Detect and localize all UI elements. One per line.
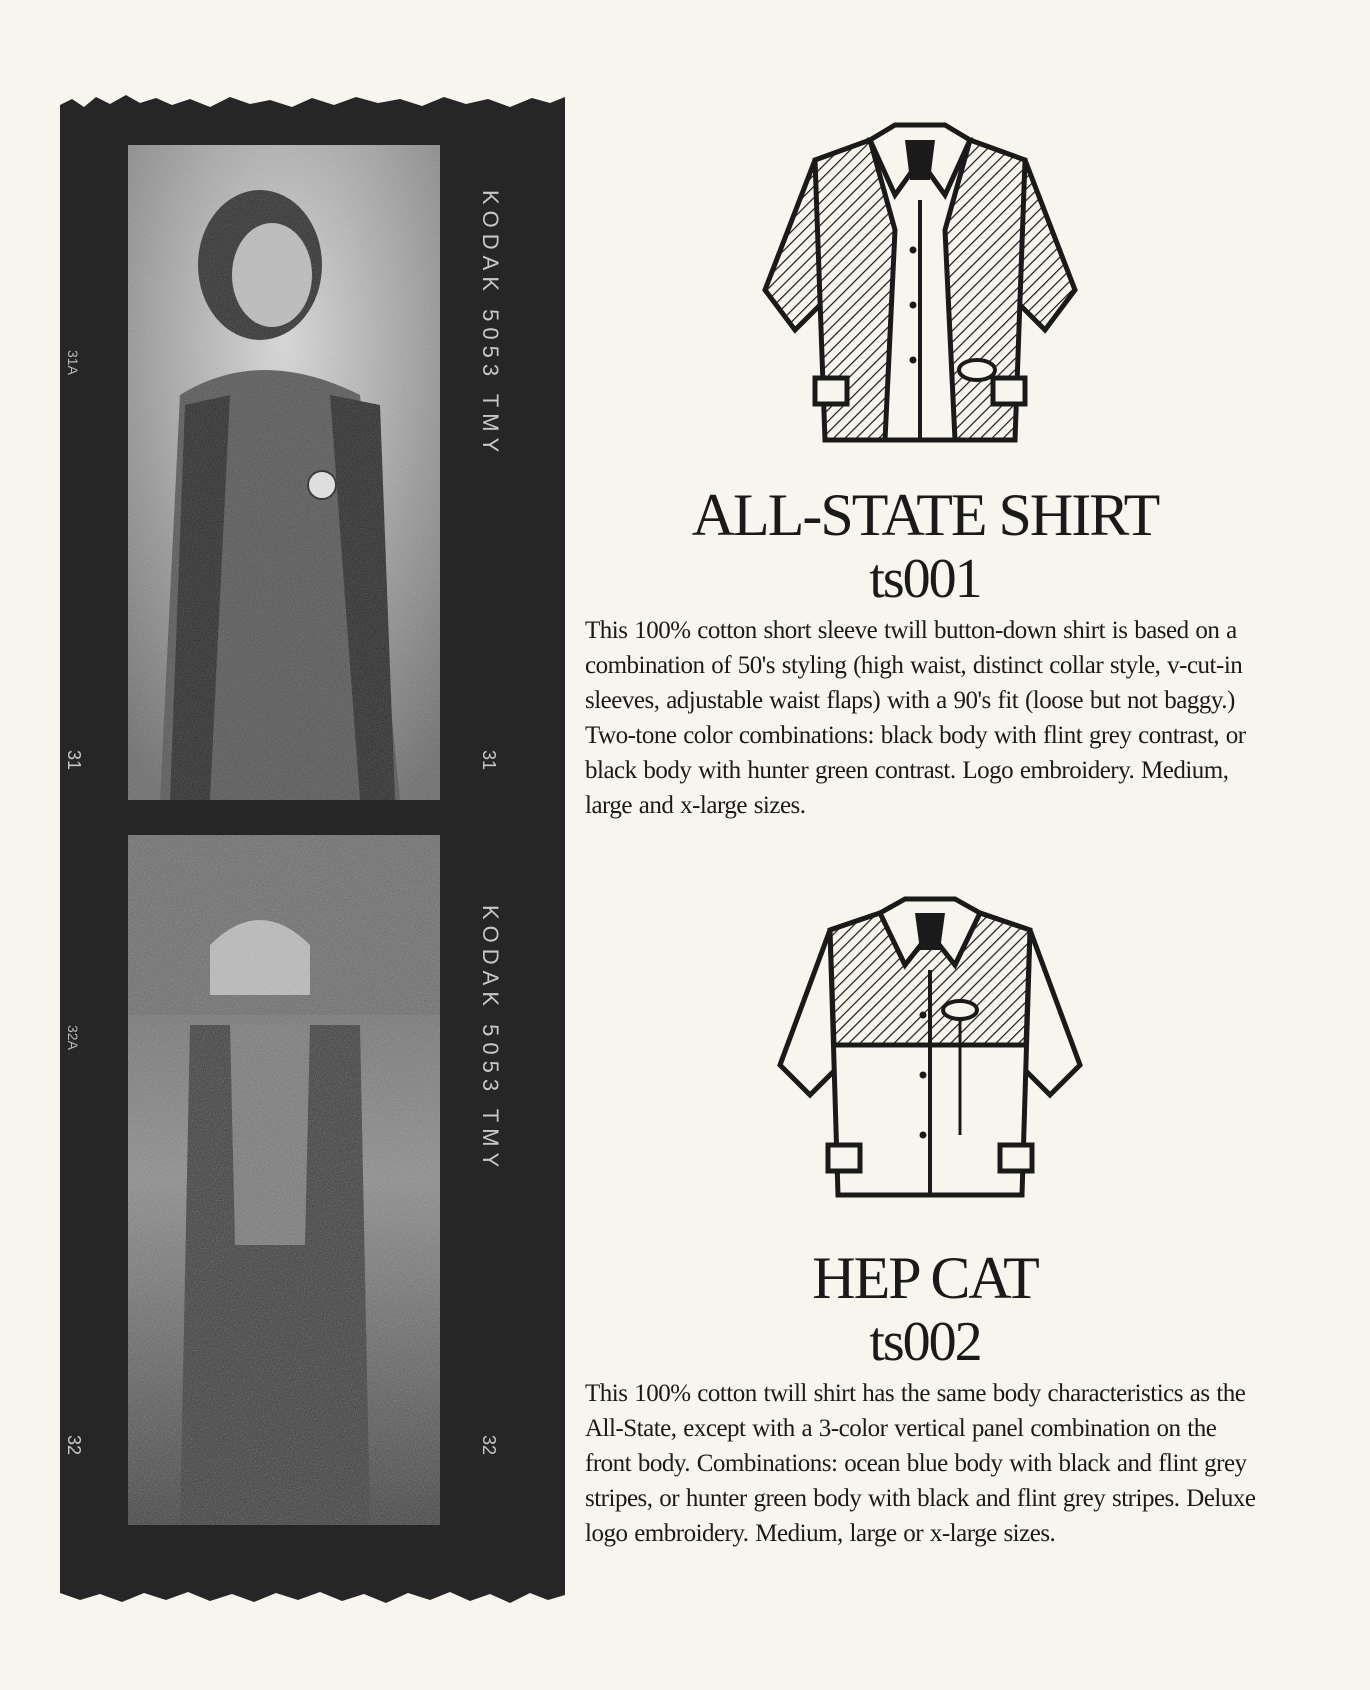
product-code: ts002 (869, 1311, 981, 1373)
film-strip (60, 95, 565, 1605)
product-all-state (585, 482, 1265, 823)
shirt-all-state-icon (755, 120, 1085, 450)
photo-frame-1 (128, 145, 440, 800)
frame-number-right-2: 32 (479, 1435, 499, 1456)
frame-number-left-1: 31 (64, 750, 84, 771)
product-hep-cat (585, 1245, 1265, 1551)
shirt-hep-cat-icon (770, 895, 1090, 1205)
frame-mark-1: 31A (65, 350, 81, 375)
product-code: ts001 (869, 548, 981, 610)
product-description: This 100% cotton short sleeve twill button-down shirt is based on a combination of 50's styling (high waist, distinct collar style, v-cut-in sleeves, adjustable waist flaps) with a 90's fit (loose but not baggy.) Two-tone color combinations: black body with flint grey contrast, or black body with hunter green contrast. Logo embroidery. Medium, large and x-large sizes. (585, 617, 1246, 819)
frame-number-left-2: 32 (64, 1435, 84, 1456)
product-name: ALL-STATE SHIRT (691, 482, 1159, 548)
photo-frame-2 (128, 835, 440, 1525)
frame-mark-2: 32A (65, 1025, 81, 1050)
product-description: This 100% cotton twill shirt has the same body characteristics as the All-State, except with a 3-color vertical panel combination on the front body. Combinations: ocean blue body with black and flint grey stripes, or hunter green body with black and flint grey stripes. Deluxe logo embroidery. Medium, large or x-large sizes. (585, 1380, 1256, 1547)
film-strip-graphic (60, 95, 565, 1605)
frame-number-right-1: 31 (479, 750, 499, 771)
film-edge-text-1: KODAK 5053 TMY (478, 190, 503, 459)
product-name: HEP CAT (812, 1245, 1038, 1311)
film-edge-text-2: KODAK 5053 TMY (478, 905, 503, 1174)
